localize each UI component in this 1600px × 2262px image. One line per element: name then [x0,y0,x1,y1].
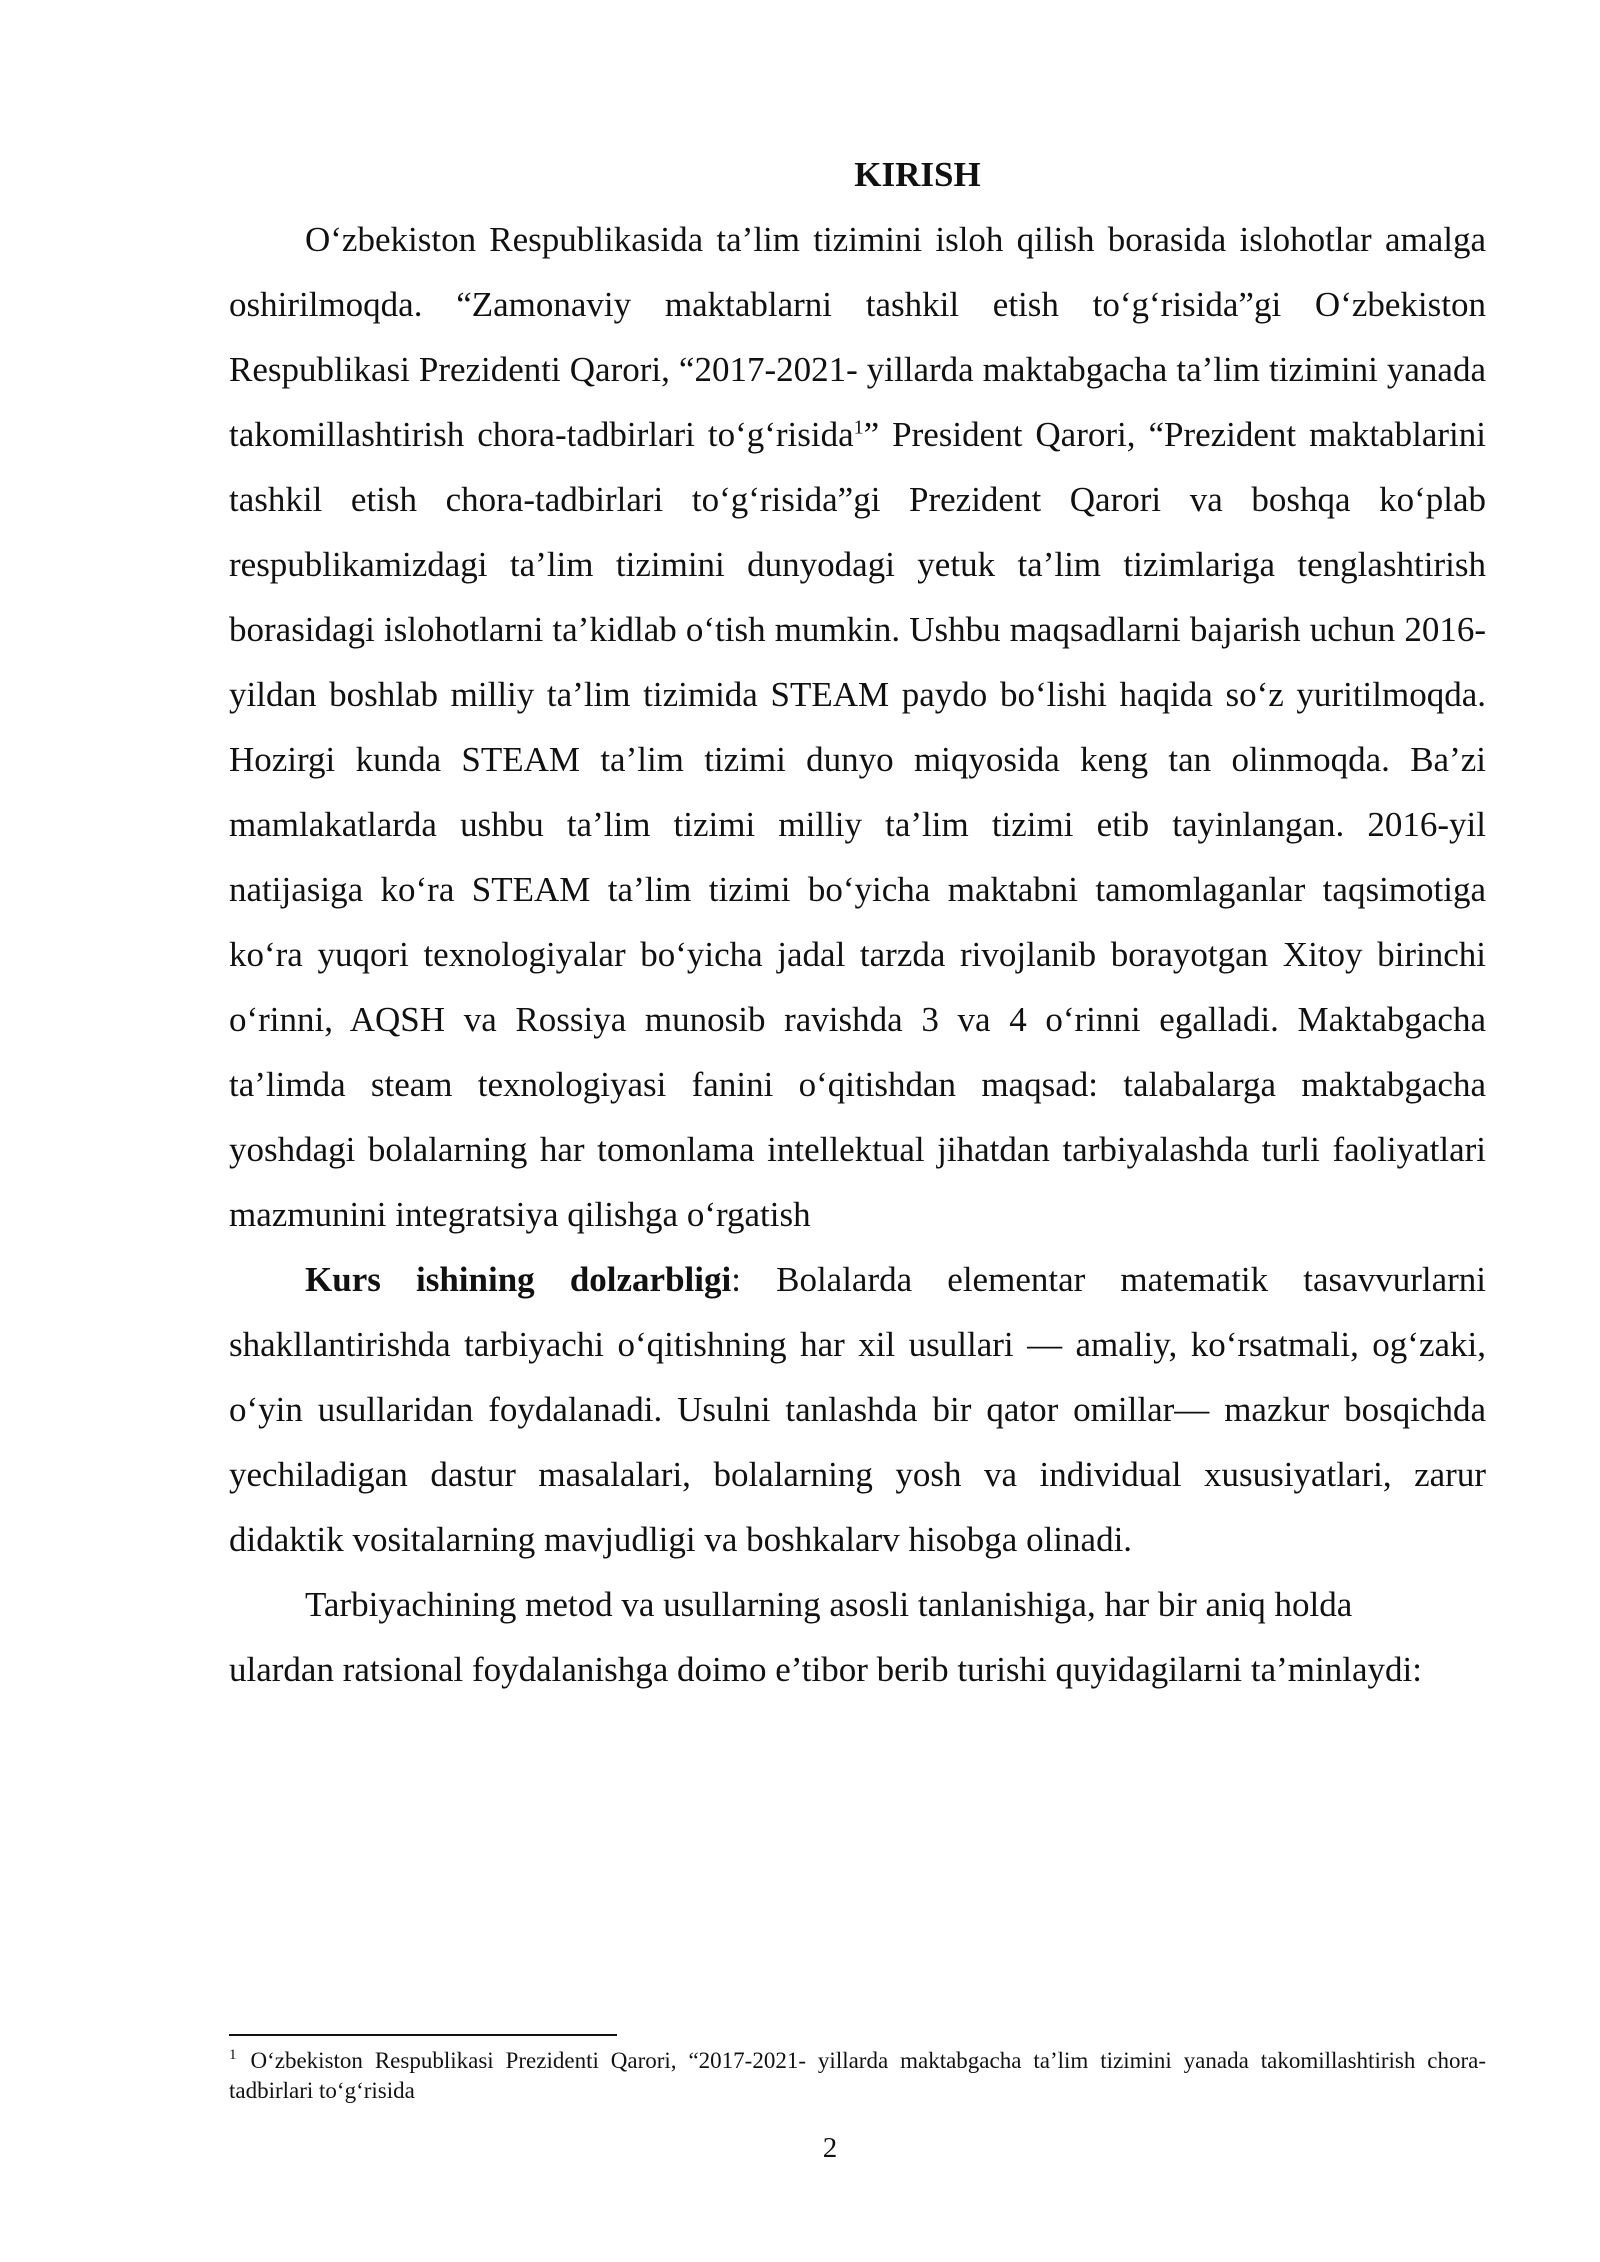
paragraph-relevance [229,1247,1486,1572]
relevance-text: : Bolalarda elementar matematik tasavvurlarni shakllantirishda tarbiyachi o‘qitishning har xil usullari — amaliy, ko‘rsatmali, og‘zaki, o‘yin usullaridan foydalanadi. Usulni tanlashda bir qator omillar— mazkur bosqichda yechiladigan dastur masalalari, bolalarning yosh va individual xususiyatlari, zarur didaktik vositalarning mavjudligi va boshkalarv hisobga olinadi. [229,1260,1486,1559]
paragraph-intro-part-b: ” President Qarori, “Prezident maktablarini tashkil etish chora-tadbirlari to‘g‘risida”gi Prezident Qarori va boshqa ko‘plab respublikamizdagi ta’lim tizimini dunyodagi yetuk ta’lim tizimlariga tenglashtirish borasidagi islohotlarni ta’kidlab o‘tish mumkin. Ushbu maqsadlarni bajarish uchun 2016-yildan boshlab milliy ta’lim tizimida STEAM paydo bo‘lishi haqida so‘z yuritilmoqda. Hozirgi kunda STEAM ta’lim tizimi dunyo miqyosida keng tan olinmoqda. Ba’zi mamlakatlarda ushbu ta’lim tizimi milliy ta’lim tizimi etib tayinlangan. 2016-yil natijasiga ko‘ra STEAM ta’lim tizimi bo‘yicha maktabni tamomlaganlar taqsimotiga ko‘ra yuqori texnologiyalar bo‘yicha jadal tarzda rivojlanib borayotgan Xitoy birinchi o‘rinni, AQSH va Rossiya munosib ravishda 3 va 4 o‘rinni egalladi. Maktabgacha ta’limda steam texnologiyasi fanini o‘qitishdan maqsad: talabalarga maktabgacha yoshdagi bolalarning har tomonlama intellektual jihatdan tarbiyalashda turli faoliyatlari mazmunini integratsiya qilishga o‘rgatish [229,415,1486,1234]
footnote-separator [229,2034,617,2036]
relevance-heading: Kurs ishining dolzarbligi [305,1260,732,1299]
body-text [229,142,1486,1702]
footnote [229,2046,1486,2106]
page-number: 2 [822,2132,838,2164]
footnote-reference[interactable]: 1 [853,416,864,439]
paragraph-intro [229,207,1486,1247]
paragraph-intro-part-a: O‘zbekiston Respublikasida ta’lim tizimini isloh qilish borasida islohotlar amalga oshirilmoqda. “Zamonaviy maktablarni tashkil etish to‘g‘risida”gi O‘zbekiston Respublikasi Prezidenti Qarori, “2017-2021- yillarda maktabgacha ta’lim tizimini yanada takomillashtirish chora-tadbirlari to‘g‘risida [229,220,1486,454]
paragraph-methods: Tarbiyachining metod va usullarning asosli tanlanishiga, har bir aniq holda ulardan ratsional foydalanishga doimo e’tibor berib turishi quyidagilarni ta’minlaydi: [229,1585,1422,1689]
page-title: KIRISH [854,155,981,194]
footnote-number: 1 [229,2047,237,2064]
footnote-text: O‘zbekiston Respublikasi Prezidenti Qarori, “2017-2021- yillarda maktabgacha ta’lim tizimini yanada takomillashtirish chora-tadbirlari to‘g‘risida [229,2048,1486,2103]
